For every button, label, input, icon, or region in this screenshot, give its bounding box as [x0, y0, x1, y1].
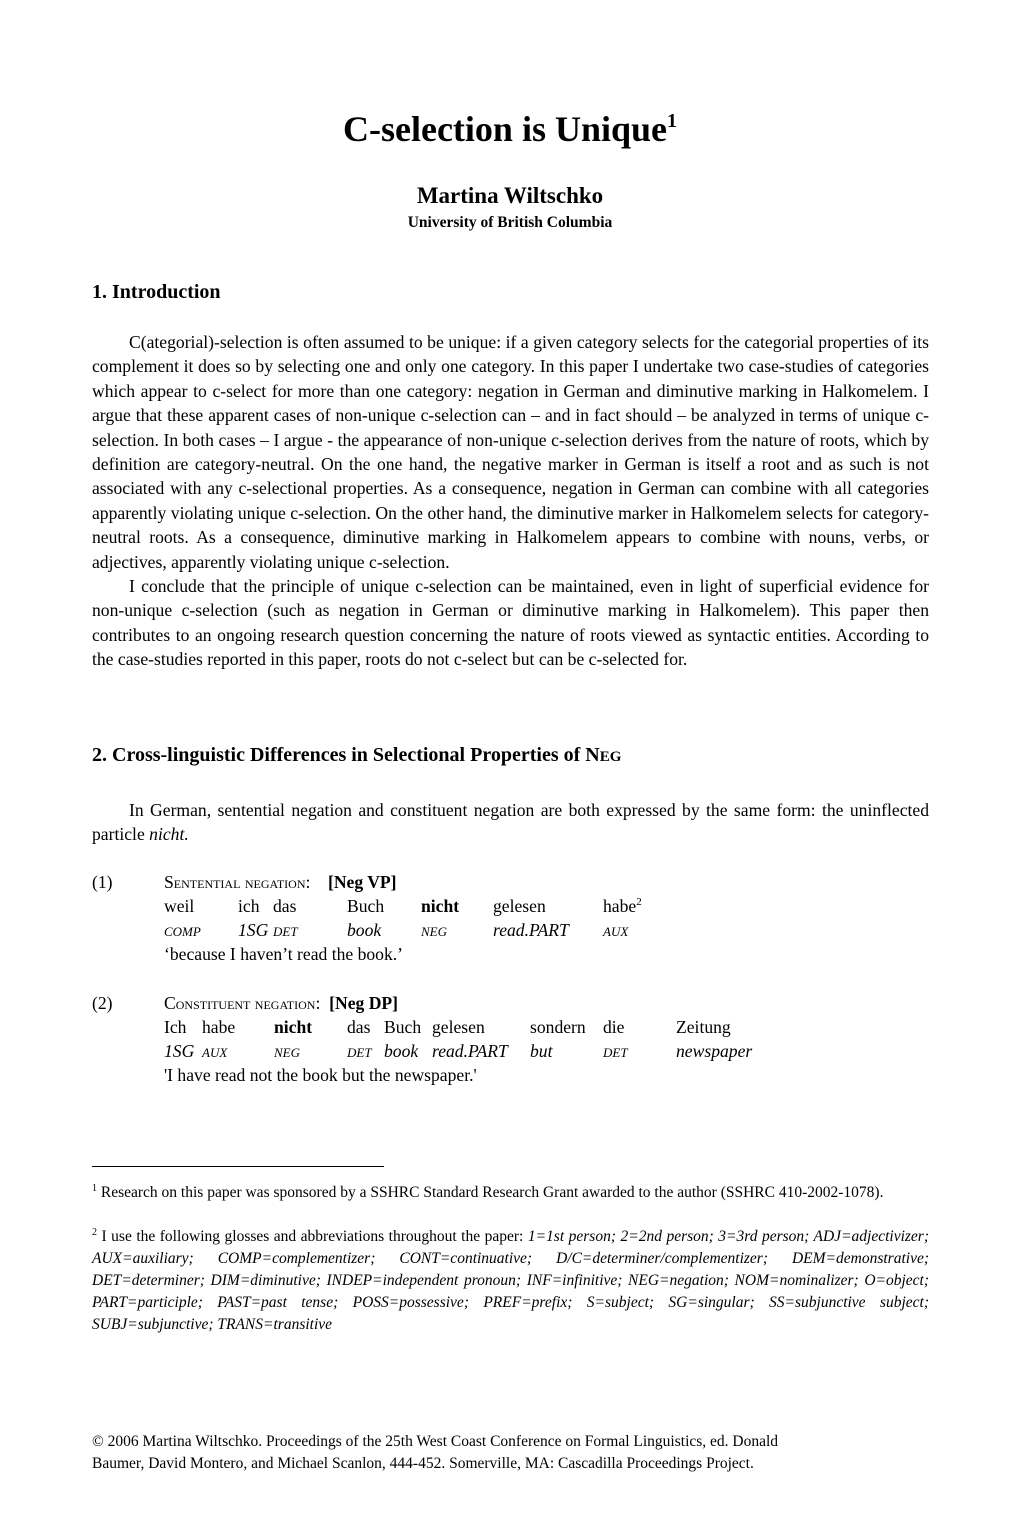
gloss: NEG	[274, 1045, 300, 1060]
word: Buch	[384, 1017, 422, 1037]
example-2-words	[0, 1017, 1020, 1041]
word: ich	[238, 896, 260, 916]
gloss: AUX	[202, 1045, 228, 1060]
example-2-label: Constituent negation: [Neg DP]	[164, 993, 399, 1013]
word: habe	[202, 1017, 236, 1037]
gloss: AUX	[603, 924, 629, 939]
copyright-notice	[92, 1431, 929, 1475]
gloss: book	[347, 920, 382, 940]
author-name: Martina Wiltschko	[416, 183, 604, 208]
footnote-1: $^1$ Research on this paper was sponsored by a SSHRC Standard Research Grant awarded to the author (SSHRC 410-2002-1078).	[92, 1183, 884, 1201]
paper-title: C-selection is Unique$^1$	[343, 109, 677, 149]
word: habe$^2$	[603, 896, 642, 916]
section-1-body	[92, 330, 929, 672]
word: Zeitung	[676, 1017, 731, 1037]
example-2-translation: 'I have read not the book but the newspaper.'	[164, 1065, 477, 1085]
intro-paragraph-2: I conclude that the principle of unique c-selection can be maintained, even in light of superficial evidence for non-unique c-selection (such as negation in German or diminutive marking in Halkomelem). This paper then contributes to an ongoing research question concerning the nature of roots viewed as syntactic entities. According to the case-studies reported in this paper, roots do not c-select but can be c-selected for.	[92, 576, 929, 670]
word: sondern	[530, 1017, 586, 1037]
gloss: DET	[347, 1045, 372, 1060]
word: das	[347, 1017, 371, 1037]
copyright-line-2: Baumer, David Montero, and Michael Scanlon, 444-452. Somerville, MA: Cascadilla Proceedings Project.	[92, 1455, 754, 1472]
gloss: DET	[273, 924, 298, 939]
intro-paragraph-1: C(ategorial)-selection is often assumed to be unique: if a given category selects for the categorial properties of its complement it does so by selecting one and only one category. In this paper I undertake two case-studies of categories which appear to c-select for more than one category: negation in German and diminutive marking in Halkomelem. I argue that these apparent cases of non-unique c-selection can – and in fact should – be analyzed in terms of unique c-selection. In both cases – I argue - the appearance of non-unique c-selection derives from the nature of roots, which by definition are category-neutral. On the one hand, the negative marker in German is itself a root and as such is not associated with any c-selectional properties. As a consequence, negation in German can combine with all categories apparently violating unique c-selection. On the other hand, the diminutive marker in Halkomelem selects for category-neutral roots. As a consequence, diminutive marking in Halkomelem appears to combine with nouns, verbs, or adjectives, apparently violating unique c-selection.	[92, 332, 929, 572]
word-negation: nicht	[274, 1017, 313, 1037]
word-negation: nicht	[421, 896, 460, 916]
word: gelesen	[493, 896, 546, 916]
copyright-line-1: © 2006 Martina Wiltschko. Proceedings of the 25th West Coast Conference on Formal Linguistics, ed. Donald	[92, 1433, 779, 1450]
word: Buch	[347, 896, 385, 916]
gloss: NEG	[421, 924, 447, 939]
word: das	[273, 896, 297, 916]
word: Ich	[164, 1017, 187, 1037]
example-1-label: Sentential negation: [Neg VP]	[164, 872, 397, 892]
example-1-words	[0, 896, 1020, 920]
footnote-2: $^2$ I use the following glosses and abbreviations throughout the paper: 1=1st person; 2=2nd person; 3=3rd person; ADJ=adjectivizer; AUX=auxiliary; COMP=complementizer; CONT=continuative; D/C=determiner/complementizer; DEM=demonstrative; DET=determiner; DIM=diminutive; INDEP=independent pronoun; INF=infinitive; NEG=negation; NOM=nominalizer; O=object; PART=participle; PAST=past tense; POSS=possessive; PREF=prefix; S=subject; SG=singular; SS=subjunctive subject; SUBJ=subjunctive; TRANS=transitive	[92, 1227, 929, 1333]
example-2-gloss	[0, 1041, 1020, 1065]
section-2-body	[92, 798, 929, 847]
author-affiliation: University of British Columbia	[407, 214, 613, 231]
gloss: newspaper	[676, 1041, 753, 1061]
gloss: 1SG	[164, 1041, 195, 1061]
word: die	[603, 1017, 625, 1037]
section-2-paragraph: In German, sentential negation and constituent negation are both expressed by the same form: the uninflected particle nicht.	[92, 800, 929, 845]
footnote-divider	[92, 1166, 384, 1167]
word: weil	[164, 896, 195, 916]
example-1-number: (1)	[92, 872, 113, 892]
title-footnote-mark: 1	[667, 110, 677, 132]
gloss: DET	[603, 1045, 628, 1060]
gloss: read.PART	[432, 1041, 508, 1061]
word: gelesen	[432, 1017, 485, 1037]
example-1-translation: ‘because I haven’t read the book.’	[164, 944, 404, 964]
section-2-heading: 2. Cross-linguistic Differences in Selectional Properties of NEG	[92, 744, 622, 766]
gloss: but	[530, 1041, 553, 1061]
example-1-gloss	[0, 920, 1020, 944]
gloss: book	[384, 1041, 419, 1061]
section-1-heading: 1. Introduction	[92, 281, 221, 303]
example-2-number: (2)	[92, 993, 113, 1013]
gloss: read.PART	[493, 920, 569, 940]
gloss: 1SG	[238, 920, 269, 940]
gloss: COMP	[164, 924, 201, 939]
